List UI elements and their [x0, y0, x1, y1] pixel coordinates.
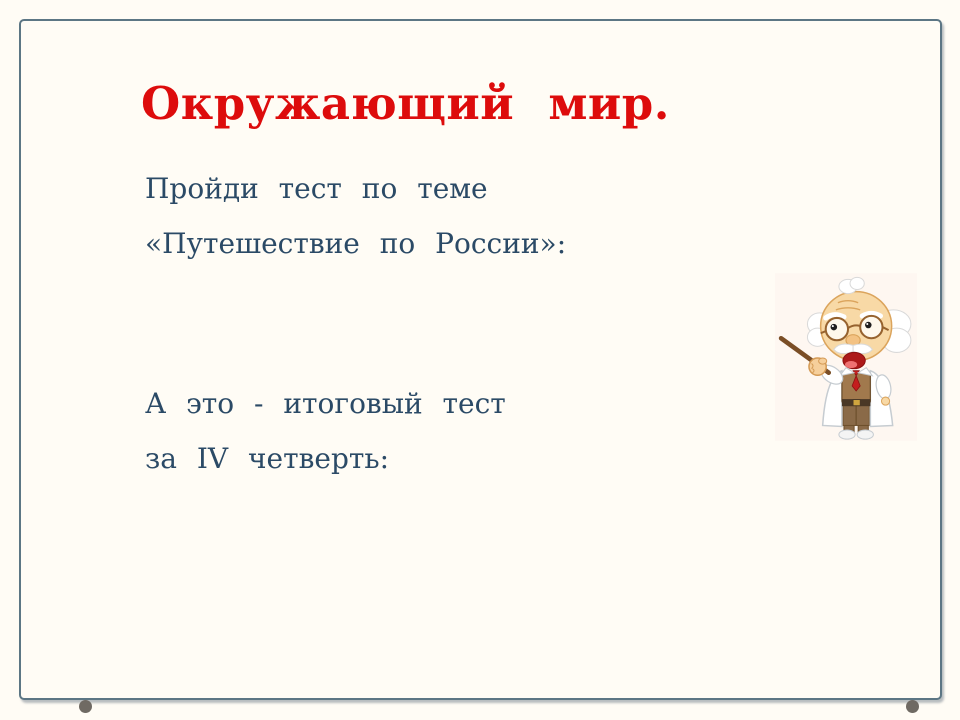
slide-frame — [19, 19, 942, 700]
professor-mouth — [843, 352, 865, 368]
slide-title: Окружающий мир. — [141, 77, 670, 131]
professor-cartoon-image — [775, 273, 917, 441]
professor-cartoon-svg — [775, 273, 917, 441]
final-line-1: А это - итоговый тест — [145, 387, 506, 420]
professor-fist — [809, 358, 827, 375]
intro-line-2: «Путешествие по России»: — [145, 227, 567, 260]
professor-belt — [842, 399, 870, 406]
intro-paragraph — [145, 161, 566, 271]
final-paragraph — [145, 376, 506, 486]
footer-dot-right — [906, 700, 919, 713]
final-line-2: за IV четверть: — [145, 442, 390, 475]
intro-line-1: Пройди тест по теме — [145, 172, 488, 205]
footer-dot-left — [79, 700, 92, 713]
